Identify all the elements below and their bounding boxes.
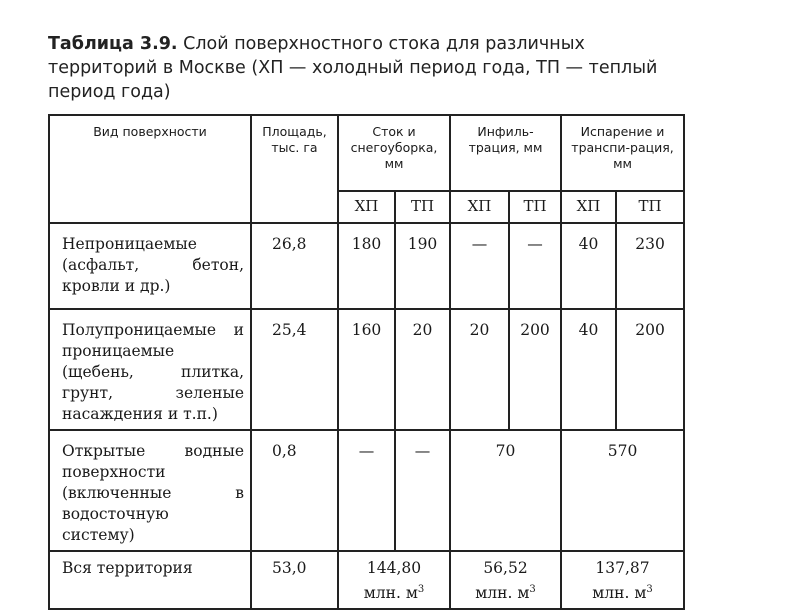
total-infiltration (450, 551, 561, 609)
row-infil-warm: — (509, 223, 561, 309)
row-surface: Полупроницаемые и проницаемые (щебень, плитка, грунт, зеленые насаждения и т.п.) (49, 309, 251, 430)
row-evap-cold: 40 (561, 309, 616, 430)
total-area: 53,0 (251, 551, 338, 609)
subheader-infil-cold: ХП (450, 191, 509, 223)
row-area: 25,4 (251, 309, 338, 430)
row-area: 26,8 (251, 223, 338, 309)
total-infil-unit-exp: 3 (529, 584, 536, 595)
subheader-infil-warm: ТП (509, 191, 561, 223)
table-row (49, 430, 684, 551)
total-evap-unit: млн. м (592, 584, 647, 603)
row-infil-cold: — (450, 223, 509, 309)
row-evap-warm: 230 (616, 223, 684, 309)
row-runoff-warm: 190 (395, 223, 450, 309)
row-runoff-warm: 20 (395, 309, 450, 430)
table-caption (48, 32, 688, 104)
total-evaporation (561, 551, 684, 609)
row-infil-cold: 20 (450, 309, 509, 430)
table-row (49, 223, 684, 309)
subheader-evap-warm: ТП (616, 191, 684, 223)
row-infil-warm: 200 (509, 309, 561, 430)
row-runoff-cold: 160 (338, 309, 395, 430)
total-evap-unit-exp: 3 (646, 584, 653, 595)
row-runoff-cold: 180 (338, 223, 395, 309)
total-surface: Вся территория (49, 551, 251, 609)
row-runoff-warm: — (395, 430, 450, 551)
row-evap-warm: 200 (616, 309, 684, 430)
row-surface: Непроницаемые (асфальт, бетон, кровли и др.) (49, 223, 251, 309)
caption-label: Таблица 3.9. (48, 34, 178, 54)
total-runoff-value: 144,80 (366, 559, 422, 577)
header-runoff: Сток и снегоуборка, мм (338, 115, 450, 191)
header-surface: Вид поверхности (49, 115, 251, 223)
total-runoff (338, 551, 450, 609)
row-area: 0,8 (251, 430, 338, 551)
header-infiltration: Инфиль-трация, мм (450, 115, 561, 191)
caption-text: Слой поверхностного стока для различных территорий в Москве (ХП — холодный период года, ТП — теплый период года) (48, 34, 658, 102)
row-infiltration: 70 (450, 430, 561, 551)
header-area: Площадь, тыс. га (251, 115, 338, 223)
total-runoff-unit-exp: 3 (417, 584, 425, 595)
runoff-table (48, 114, 685, 610)
row-surface: Открытые водные поверхности (включенные в водосточную систему) (49, 430, 251, 551)
total-runoff-unit: млн. м (363, 584, 418, 603)
row-evaporation: 570 (561, 430, 684, 551)
header-row (49, 115, 684, 191)
row-evap-cold: 40 (561, 223, 616, 309)
row-runoff-cold: — (338, 430, 395, 551)
subheader-evap-cold: ХП (561, 191, 616, 223)
header-evaporation: Испарение и транспи-рация, мм (561, 115, 684, 191)
total-evap-value: 137,87 (595, 559, 650, 577)
total-infil-unit: млн. м (475, 584, 530, 603)
subheader-runoff-cold: ХП (338, 191, 395, 223)
total-row (49, 551, 684, 609)
total-infil-value: 56,52 (483, 559, 528, 577)
table-row (49, 309, 684, 430)
subheader-runoff-warm: ТП (395, 191, 450, 223)
